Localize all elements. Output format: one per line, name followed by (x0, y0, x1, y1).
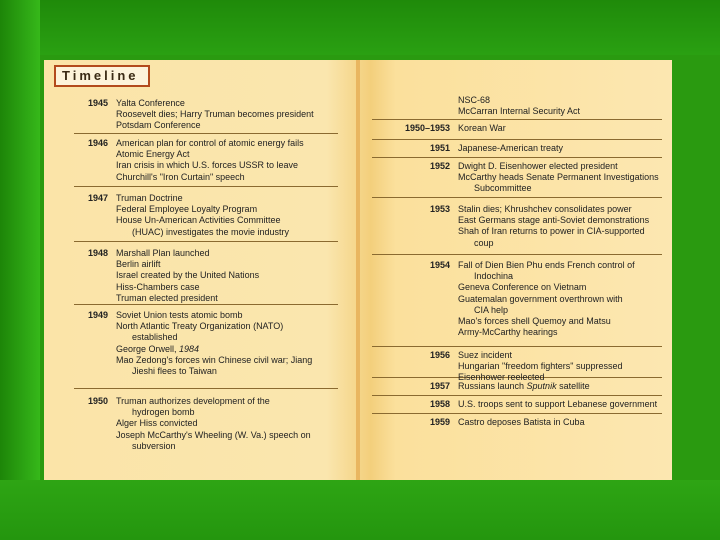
timeline-year: 1946 (87, 138, 108, 148)
timeline-event (458, 172, 662, 183)
timeline-event (116, 310, 338, 321)
timeline-event (458, 123, 662, 134)
timeline-events (458, 95, 662, 117)
timeline-event (458, 294, 662, 305)
event-text: Army-McCarthy hearings (458, 327, 558, 338)
timeline-event (116, 149, 338, 160)
timeline-event (116, 282, 338, 293)
timeline-event (116, 355, 338, 366)
timeline-entry (372, 350, 662, 383)
timeline-year: 1952 (429, 161, 450, 171)
timeline-event (458, 327, 662, 338)
event-text: East Germans stage anti-Soviet demonstrations (458, 215, 650, 226)
event-text: Soviet Union tests atomic bomb (116, 310, 243, 320)
timeline-event (458, 316, 662, 327)
event-text: Joseph McCarthy's Wheeling (W. Va.) speech on (116, 429, 311, 440)
timeline-title: Timeline (54, 65, 150, 87)
timeline-year: 1953 (429, 204, 450, 214)
timeline-event (116, 418, 338, 429)
timeline-entry (372, 260, 662, 347)
event-text: Japanese-American treaty (458, 143, 564, 153)
event-text: Truman elected president (116, 292, 218, 303)
timeline-event (458, 106, 662, 117)
timeline-event (458, 417, 662, 428)
timeline-event (458, 95, 662, 106)
timeline-events (458, 204, 662, 249)
event-text: Dwight D. Eisenhower elected president (458, 161, 618, 171)
background-stripe-left (0, 0, 40, 540)
timeline-event (116, 138, 338, 149)
event-title-italic: Sputnik (526, 381, 557, 391)
event-text-after: satellite (556, 381, 590, 391)
event-text: Guatemalan government overthrown with (458, 293, 623, 304)
event-text: Geneva Conference on Vietnam (458, 282, 587, 293)
timeline-entry (74, 193, 338, 242)
timeline-year: 1950–1953 (404, 123, 450, 133)
background-stripe-top (0, 0, 720, 55)
event-text: (HUAC) investigates the movie industry (132, 226, 290, 237)
timeline-page (44, 60, 672, 480)
timeline-event (116, 204, 338, 215)
event-text: House Un-American Activities Committee (116, 215, 281, 226)
timeline-event (116, 215, 338, 226)
timeline-entry (74, 248, 338, 305)
timeline-year: 1951 (429, 143, 450, 153)
timeline-entry (74, 310, 338, 389)
timeline-event (458, 183, 662, 194)
timeline-events (458, 417, 662, 428)
event-text: Korean War (458, 123, 506, 133)
timeline-events (458, 260, 662, 338)
timeline-event (116, 332, 338, 343)
event-text: Jieshi flees to Taiwan (132, 366, 217, 377)
event-text: Truman authorizes development of the (116, 396, 270, 406)
timeline-events (458, 161, 662, 195)
event-text: Marshall Plan launched (116, 248, 210, 258)
event-text: Federal Employee Loyalty Program (116, 204, 258, 215)
timeline-year: 1958 (429, 399, 450, 409)
timeline-event (116, 270, 338, 281)
event-text: Iran crisis in which U.S. forces USSR to leave (116, 160, 299, 171)
timeline-event (116, 160, 338, 171)
timeline-event (116, 344, 338, 355)
timeline-event (458, 238, 662, 249)
timeline-event (458, 381, 662, 392)
timeline-event (116, 172, 338, 183)
timeline-year: 1947 (87, 193, 108, 203)
event-text: Shah of Iran returns to power in CIA-supported (458, 226, 645, 237)
timeline-event (458, 161, 662, 172)
event-text: Stalin dies; Khrushchev consolidates power (458, 204, 632, 214)
timeline-entry (372, 204, 662, 255)
timeline-event (116, 441, 338, 452)
timeline-event (458, 215, 662, 226)
event-text: established (132, 332, 178, 343)
timeline-entry (372, 417, 662, 431)
timeline-event (116, 366, 338, 377)
timeline-events (116, 248, 338, 304)
timeline-event (116, 120, 338, 131)
timeline-event (116, 430, 338, 441)
timeline-entry (74, 138, 338, 187)
event-text: hydrogen bomb (132, 407, 195, 418)
timeline-event (116, 321, 338, 332)
timeline-event (116, 193, 338, 204)
event-text: Suez incident (458, 350, 513, 360)
timeline-event (458, 305, 662, 316)
event-text: Yalta Conference (116, 98, 185, 108)
event-text: American plan for control of atomic energy fails (116, 138, 304, 148)
event-text: Hungarian "freedom fighters" suppressed (458, 361, 623, 372)
timeline-event (458, 350, 662, 361)
timeline-event (116, 227, 338, 238)
timeline-year: 1957 (429, 381, 450, 391)
timeline-events (458, 350, 662, 384)
timeline-event (116, 407, 338, 418)
timeline-event (458, 226, 662, 237)
timeline-entry (372, 143, 662, 158)
timeline-year: 1949 (87, 310, 108, 320)
event-text: Truman Doctrine (116, 193, 183, 203)
timeline-year: 1950 (87, 396, 108, 406)
timeline-year: 1948 (87, 248, 108, 258)
event-text: Castro deposes Batista in Cuba (458, 417, 585, 427)
timeline-event (458, 271, 662, 282)
timeline-event (116, 248, 338, 259)
timeline-year: 1945 (87, 98, 108, 108)
event-text: Alger Hiss convicted (116, 418, 198, 429)
event-text: George Orwell, (116, 343, 180, 354)
event-text: U.S. troops sent to support Lebanese government (458, 399, 658, 409)
timeline-event (458, 260, 662, 271)
timeline-entry (74, 98, 338, 134)
event-text: Israel created by the United Nations (116, 270, 260, 281)
timeline-events (116, 193, 338, 238)
timeline-event (458, 204, 662, 215)
page-gutter (356, 60, 360, 480)
timeline-year: 1954 (429, 260, 450, 270)
event-text: Roosevelt dies; Harry Truman becomes president (116, 109, 314, 120)
event-text: Potsdam Conference (116, 120, 201, 131)
event-text: McCarthy heads Senate Permanent Investigations (458, 172, 659, 183)
event-text: Churchill's "Iron Curtain" speech (116, 171, 245, 182)
timeline-events (116, 310, 338, 377)
timeline-entry (372, 399, 662, 414)
timeline-entry (372, 161, 662, 198)
timeline-events (458, 399, 662, 410)
event-text: Eisenhower reelected (458, 372, 545, 383)
timeline-entry (74, 396, 338, 454)
timeline-event (458, 143, 662, 154)
event-text: NSC-68 (458, 95, 491, 105)
timeline-event (116, 396, 338, 407)
timeline-event (458, 282, 662, 293)
event-text: Russians launch (458, 381, 527, 391)
timeline-year: 1959 (429, 417, 450, 427)
timeline-events (116, 396, 338, 452)
event-title-italic: 1984 (179, 343, 200, 354)
timeline-entry (372, 381, 662, 396)
event-text: CIA help (474, 304, 509, 315)
timeline-event (116, 259, 338, 270)
event-text: Subcommittee (474, 183, 532, 194)
timeline-year: 1956 (429, 350, 450, 360)
timeline-event (458, 361, 662, 372)
timeline-event (458, 399, 662, 410)
timeline-entry (372, 95, 662, 120)
timeline-events (116, 138, 338, 183)
event-text: North Atlantic Treaty Organization (NATO) (116, 321, 284, 332)
event-text: Atomic Energy Act (116, 149, 190, 160)
timeline-events (458, 381, 662, 392)
event-text: Berlin airlift (116, 259, 161, 270)
timeline-event (116, 293, 338, 304)
event-text: Mao's forces shell Quemoy and Matsu (458, 316, 611, 327)
event-text: subversion (132, 440, 176, 451)
event-text: Mao Zedong's forces win Chinese civil war; Jiang (116, 354, 313, 365)
event-text: Hiss-Chambers case (116, 281, 200, 292)
timeline-events (116, 98, 338, 132)
timeline-event (116, 98, 338, 109)
timeline-events (458, 123, 662, 134)
event-text: coup (474, 237, 494, 248)
timeline-entry (372, 123, 662, 140)
timeline-events (458, 143, 662, 154)
event-text: McCarran Internal Security Act (458, 106, 581, 117)
event-text: Fall of Dien Bien Phu ends French control of (458, 260, 635, 270)
timeline-event (116, 109, 338, 120)
background-stripe-bottom (0, 480, 720, 540)
event-text: Indochina (474, 271, 514, 282)
